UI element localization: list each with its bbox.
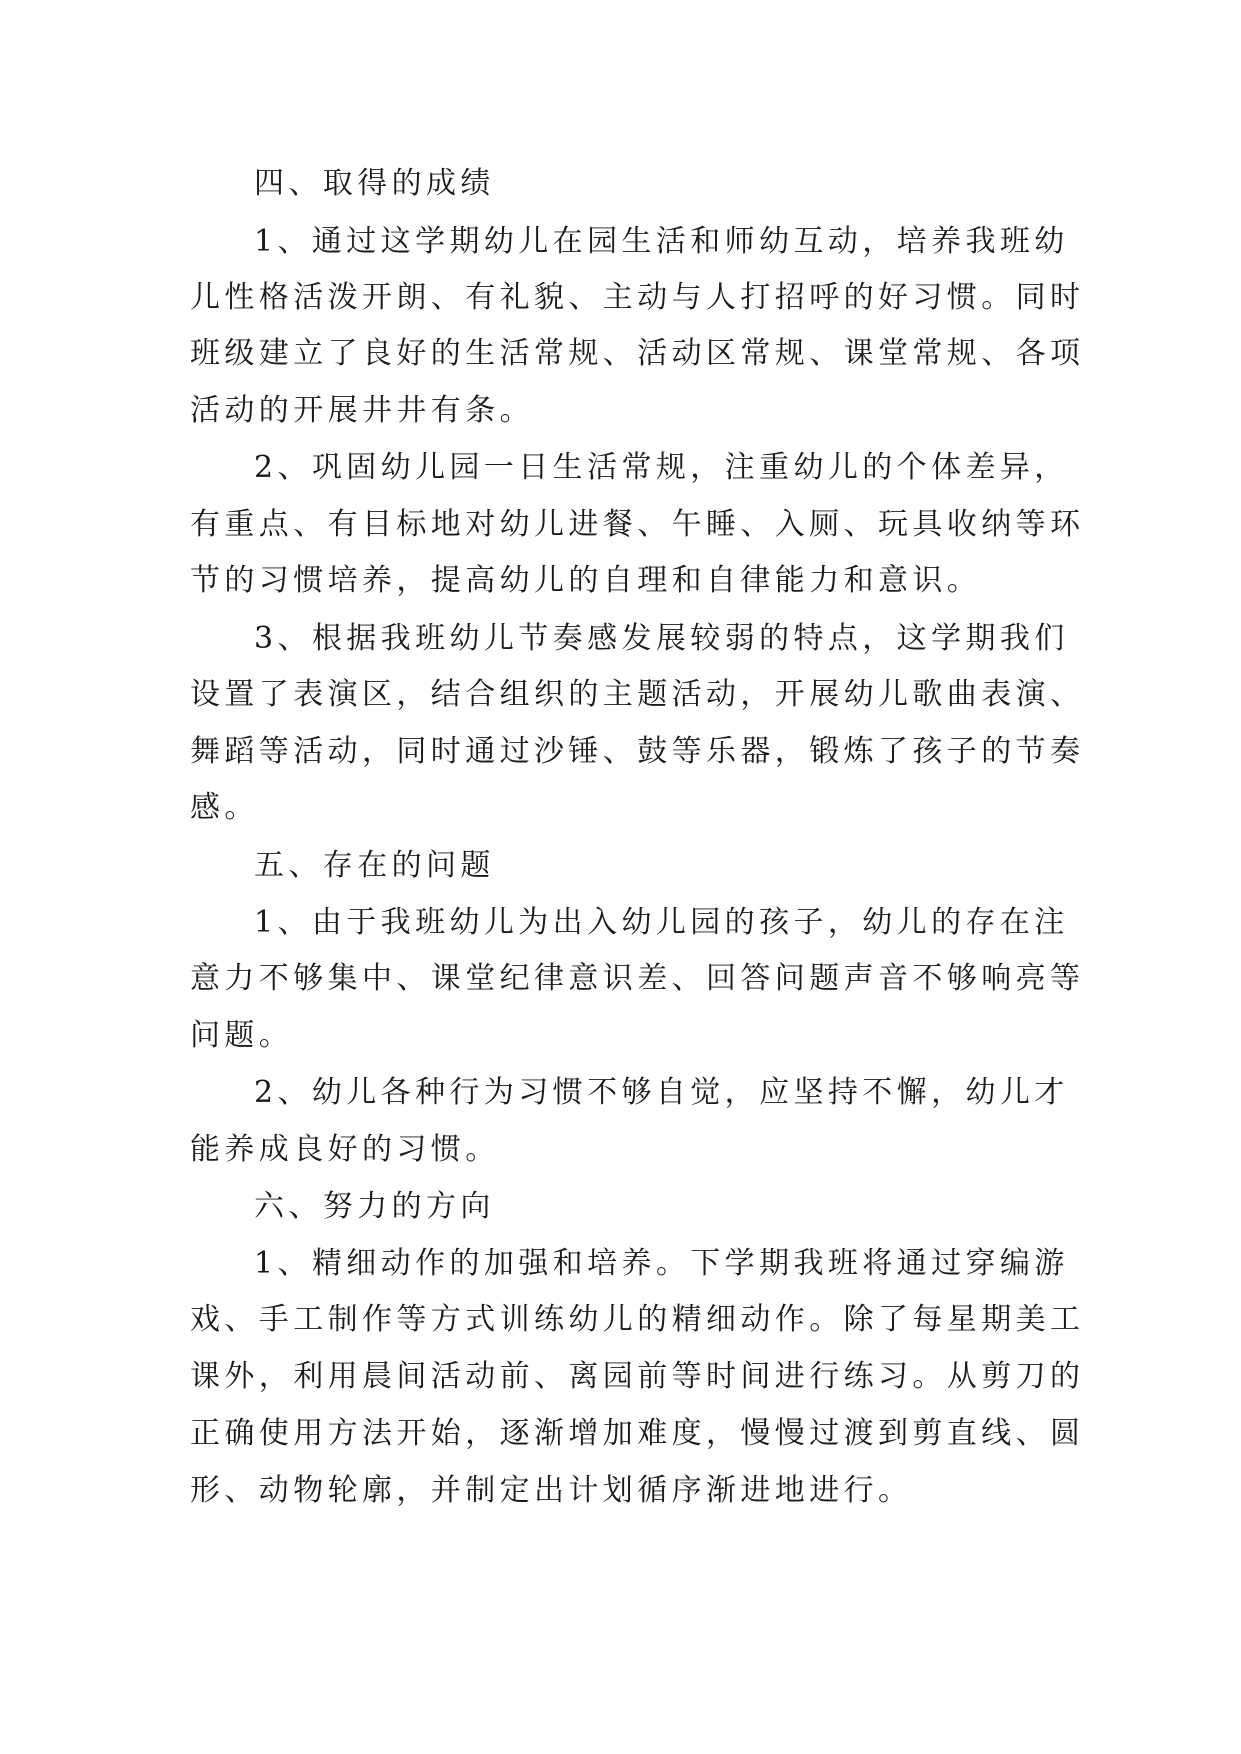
paragraph-line: 节的习惯培养，提高幼儿的自理和自律能力和意识。 [190, 563, 982, 598]
section-heading-problems: 五、存在的问题 [254, 848, 495, 883]
paragraph-line: 2、巩固幼儿园一日生活常规，注重幼儿的个体差异， [254, 450, 1069, 485]
paragraph-line: 1、精细动作的加强和培养。下学期我班将通过穿编游 [254, 1246, 1069, 1281]
paragraph-line: 问题。 [190, 1018, 294, 1053]
paragraph-line: 儿性格活泼开朗、有礼貌、主动与人打招呼的好习惯。同时 [190, 280, 1085, 315]
paragraph-line: 1、由于我班幼儿为出入幼儿园的孩子，幼儿的存在注 [254, 905, 1069, 940]
section-heading-direction: 六、努力的方向 [254, 1189, 495, 1224]
paragraph-line: 能养成良好的习惯。 [190, 1132, 500, 1167]
paragraph-line: 班级建立了良好的生活常规、活动区常规、课堂常规、各项 [190, 336, 1085, 371]
paragraph-line: 课外，利用晨间活动前、离园前等时间进行练习。从剪刀的 [190, 1359, 1085, 1394]
paragraph-line: 3、根据我班幼儿节奏感发展较弱的特点，这学期我们 [254, 621, 1069, 656]
paragraph-line: 形、动物轮廓，并制定出计划循序渐进地进行。 [190, 1473, 913, 1508]
paragraph-line: 感。 [190, 790, 259, 825]
paragraph-line: 正确使用方法开始，逐渐增加难度，慢慢过渡到剪直线、圆 [190, 1416, 1085, 1451]
paragraph-line: 意力不够集中、课堂纪律意识差、回答问题声音不够响亮等 [190, 961, 1085, 996]
paragraph-line: 有重点、有目标地对幼儿进餐、午睡、入厕、玩具收纳等环 [190, 507, 1085, 542]
paragraph-line: 活动的开展井井有条。 [190, 393, 534, 428]
paragraph-line: 设置了表演区，结合组织的主题活动，开展幼儿歌曲表演、 [190, 677, 1085, 712]
paragraph-line: 戏、手工制作等方式训练幼儿的精细动作。除了每星期美工 [190, 1302, 1085, 1337]
paragraph-line: 2、幼儿各种行为习惯不够自觉，应坚持不懈，幼儿才 [254, 1075, 1069, 1110]
section-heading-achievements: 四、取得的成绩 [254, 166, 495, 201]
paragraph-line: 1、通过这学期幼儿在园生活和师幼互动，培养我班幼 [254, 224, 1069, 259]
paragraph-line: 舞蹈等活动，同时通过沙锤、鼓等乐器，锻炼了孩子的节奏 [190, 734, 1085, 769]
